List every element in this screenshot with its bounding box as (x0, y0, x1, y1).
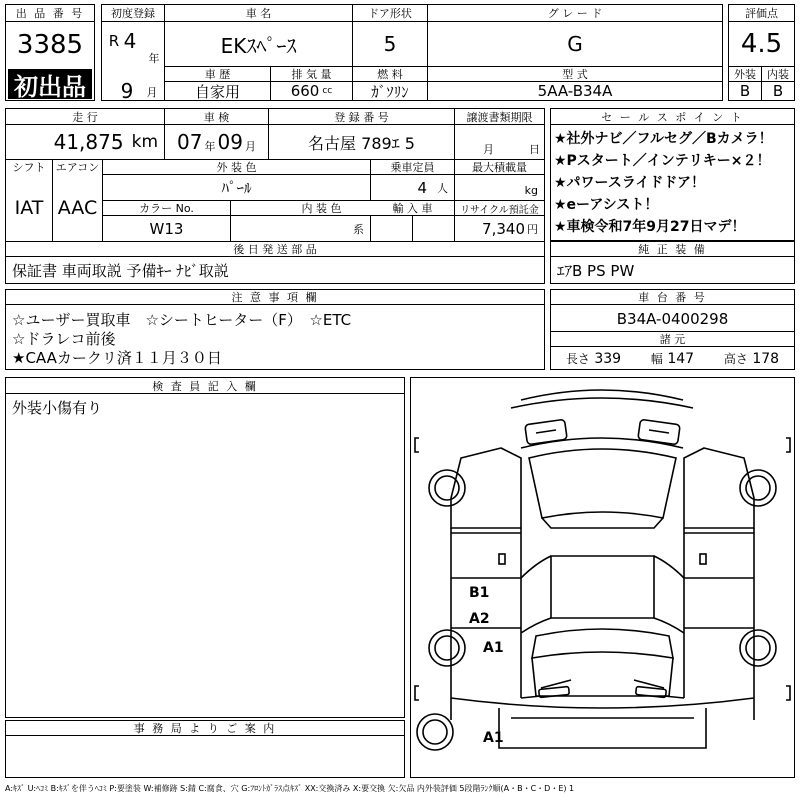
color-no-label: カラー No. (139, 202, 194, 215)
inspection-year-unit: 年 (204, 140, 216, 153)
history-value: 自家用 (194, 82, 240, 100)
int-color-unit: 系 (353, 223, 364, 236)
later-parts-value: 保証書 車両取説 予備ｷｰ ﾅﾋﾞ取説 (12, 261, 229, 280)
first-reg-month: 9 (120, 81, 134, 101)
sales-point-item: ★パワースライドドア！ (554, 175, 706, 191)
note-line: ☆ユーザー買取車 ☆シートヒーター（F） ☆ETC (12, 311, 352, 329)
notes-label: 注 意 事 項 欄 (6, 290, 544, 305)
door-label: ドア形状 (368, 7, 412, 20)
vehicle-info-table (5, 108, 545, 284)
displacement-number: 660 (290, 82, 320, 100)
width-label: 幅 (650, 351, 663, 366)
recycle-unit: 円 (527, 222, 538, 236)
inspection-value (165, 125, 268, 159)
mileage-number: 41,875 (53, 130, 124, 154)
inspector-box (5, 377, 405, 718)
shift-label: シフト (12, 161, 46, 174)
shift-value: IAT (14, 197, 44, 219)
recycle-label: リサイクル預託金 (460, 204, 539, 215)
dims-values (551, 347, 794, 369)
fuel-label: 燃 料 (377, 68, 403, 81)
first-reg-era: R (108, 32, 120, 50)
aircon-label: エアコン (55, 161, 100, 174)
mileage-unit: km (131, 132, 158, 152)
capacity-unit: 人 (437, 181, 448, 195)
note-line: ☆ドラレコ前後 (12, 330, 116, 348)
max-load-unit: kg (524, 183, 538, 197)
first-reg-month-unit: 月 (146, 86, 158, 99)
dims-label: 諸 元 (659, 333, 686, 346)
genuine-value: ｴｱB PS PW (557, 262, 635, 280)
damage-mark: A2 (469, 611, 490, 627)
first-reg-year: 4 (123, 29, 137, 53)
displacement-value (271, 82, 352, 100)
height-label: 高さ (723, 351, 748, 366)
model-type-value: 5AA-B34A (537, 82, 613, 100)
first-reg-label: 初度登録 (111, 7, 155, 20)
damage-mark: A1 (483, 730, 504, 746)
history-label: 車 歴 (204, 68, 231, 81)
first-listing-badge: 初出品 (8, 69, 92, 99)
later-parts-label: 後 日 発 送 部 品 (233, 243, 317, 256)
inspection-month: 09 (217, 130, 243, 154)
chassis-label: 車 台 番 号 (551, 290, 794, 305)
damage-mark: B1 (469, 585, 490, 601)
first-reg-year-unit: 年 (148, 52, 160, 65)
capacity-label: 乗車定員 (390, 161, 435, 174)
mileage-label: 走 行 (72, 110, 98, 124)
score-label: 評価点 (729, 5, 794, 22)
reg-number-label: 登 録 番 号 (334, 110, 389, 124)
inspector-text: 外装小傷有り (12, 399, 103, 417)
sales-point-item: ★eーアシスト！ (554, 197, 659, 213)
chassis-value: B34A-0400298 (616, 309, 729, 328)
color-no-value: W13 (149, 219, 184, 238)
capacity-number: 4 (417, 178, 427, 197)
note-line: ★CAAカークリ済１１月３０日 (12, 349, 222, 367)
length-label: 長さ (565, 351, 590, 366)
fuel-value: ｶﾞｿﾘﾝ (371, 82, 409, 100)
grade-label: グ レ ー ド (547, 7, 603, 20)
ext-color-label: 外 装 色 (216, 161, 257, 174)
score-ext-label: 外装 (734, 68, 756, 81)
lot-box (5, 4, 95, 101)
car-name-value: EKｽﾍﾟｰｽ (220, 33, 297, 58)
notes-box (5, 289, 545, 370)
mileage-value (6, 125, 164, 159)
inspection-label: 車 検 (203, 110, 230, 124)
inspector-label: 検 査 員 記 入 欄 (6, 378, 404, 394)
recycle-value (455, 216, 544, 241)
transfer-label: 譲渡書類期限 (466, 110, 533, 124)
inspection-year: 07 (177, 130, 203, 154)
office-label: 事 務 局 よ り ご 案 内 (6, 721, 404, 736)
transfer-day-unit: 日 (529, 143, 540, 156)
grade-value: G (567, 32, 583, 56)
chassis-box (550, 289, 795, 370)
import-label-visible: 輸 入 車 (371, 201, 454, 215)
car-outline-diagram (411, 378, 794, 777)
capacity-value (371, 175, 454, 200)
sales-point-item: ★社外ナビ／フルセグ／Bカメラ！ (554, 131, 773, 147)
displacement-unit: cc (322, 86, 333, 96)
ext-color-value: ﾊﾟｰﾙ (221, 179, 252, 197)
door-value: 5 (383, 32, 397, 56)
transfer-month-unit: 月 (483, 143, 494, 156)
displacement-label: 排 気 量 (291, 68, 332, 81)
score-int-label: 内装 (767, 68, 789, 81)
sales-point-item: ★車検令和7年9月27日マデ！ (554, 219, 746, 235)
length-value: 339 (594, 350, 622, 367)
car-name-label: 車 名 (245, 7, 272, 20)
legend-text: A:ｷｽﾞ U:ﾍｺﾐ B:ｷｽﾞを伴うﾍｺﾐ P:要塗装 W:補修跡 S:錆 C:腐食、穴 G:ﾌﾛﾝﾄｶﾞﾗｽ点ｷｽﾞ XX:交換済み X:要交換 欠:欠品 内外装評価 5段階ﾗﾝｸ順(A・B・C・D・E) 1 (5, 783, 575, 793)
score-value: 4.5 (740, 29, 783, 59)
lot-label: 出 品 番 号 (6, 5, 94, 22)
lot-number: 3385 (16, 30, 84, 60)
recycle-number: 7,340 (482, 219, 525, 238)
max-load-label: 最大積載量 (472, 161, 527, 174)
genuine-equipment-box (550, 241, 795, 284)
genuine-label: 純 正 装 備 (551, 242, 794, 257)
damage-mark: A1 (483, 640, 504, 656)
score-int-value: B (772, 82, 784, 100)
aircon-value: AAC (57, 197, 98, 219)
score-box (728, 4, 795, 101)
model-type-label: 型 式 (562, 68, 588, 81)
height-value: 178 (752, 350, 780, 367)
width-value: 147 (667, 350, 695, 367)
sales-points-box (550, 108, 795, 241)
score-ext-value: B (739, 82, 751, 100)
office-box (5, 720, 405, 778)
sales-point-item: ★Pスタート／インテリキー×２！ (554, 153, 771, 169)
header-table (101, 4, 723, 101)
int-color-label: 内 装 色 (301, 202, 342, 215)
inspection-month-unit: 月 (244, 140, 256, 153)
reg-number-value: 名古屋 789ｴ 5 (308, 133, 415, 153)
car-diagram-box (410, 377, 795, 778)
sales-points-label: セ ー ル ス ポ イ ン ト (551, 109, 794, 125)
